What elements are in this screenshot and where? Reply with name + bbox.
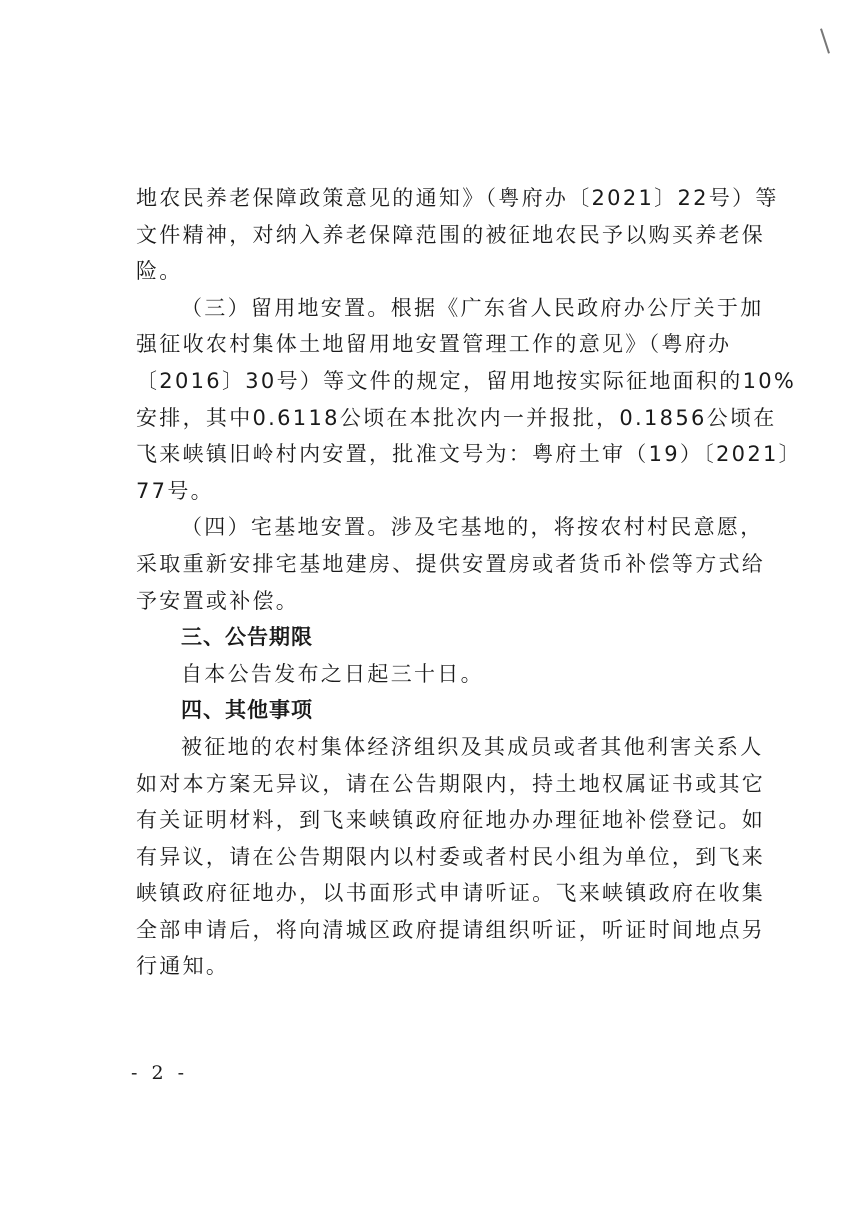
paragraph-other-matters bbox=[136, 729, 766, 985]
text-line: 飞来峡镇旧岭村内安置，批准文号为：粤府土审（19）〔2021〕 bbox=[136, 442, 802, 467]
text-line: 有异议，请在公告期限内以村委或者村民小组为单位，到飞来 bbox=[136, 844, 766, 869]
section-heading-other-matters: 四、其他事项 bbox=[181, 698, 313, 723]
text-line: 有关证明材料，到飞来峡镇政府征地办办理征地补偿登记。如 bbox=[136, 808, 766, 833]
text-line: 被征地的农村集体经济组织及其成员或者其他利害关系人 bbox=[181, 734, 764, 759]
text-line: 峡镇政府征地办，以书面形式申请听证。飞来峡镇政府在收集 bbox=[136, 881, 766, 906]
text-line: 自本公告发布之日起三十日。 bbox=[181, 661, 484, 686]
scan-artifact-mark bbox=[820, 28, 830, 53]
text-line: 采取重新安排宅基地建房、提供安置房或者货币补偿等方式给 bbox=[136, 551, 766, 576]
text-line: 全部申请后，将向清城区政府提请组织听证，听证时间地点另 bbox=[136, 917, 766, 942]
text-line: 如对本方案无异议，请在公告期限内，持土地权属证书或其它 bbox=[136, 771, 766, 796]
text-line: 强征收农村集体土地留用地安置管理工作的意见》（粤府办 bbox=[136, 332, 732, 357]
page-number: - 2 - bbox=[131, 1062, 189, 1084]
paragraph-pension-continuation bbox=[136, 180, 779, 290]
text-line: 予安置或补偿。 bbox=[136, 588, 300, 613]
section-heading-notice-period: 三、公告期限 bbox=[181, 625, 313, 650]
paragraph-reserved-land bbox=[136, 290, 802, 510]
paragraph-homestead bbox=[136, 509, 766, 619]
text-line: 77号。 bbox=[136, 478, 214, 503]
text-line: （四）宅基地安置。涉及宅基地的，将按农村村民意愿， bbox=[181, 515, 764, 540]
text-line: 安排，其中0.6118公顷在本批次内一并报批，0.1856公顷在 bbox=[136, 405, 777, 430]
text-line: 文件精神，对纳入养老保障范围的被征地农民予以购买养老保 bbox=[136, 222, 766, 247]
text-line: 行通知。 bbox=[136, 954, 230, 979]
document-page-body bbox=[136, 180, 802, 985]
text-line: 险。 bbox=[136, 259, 183, 284]
text-line: （三）留用地安置。根据《广东省人民政府办公厅关于加 bbox=[181, 295, 764, 320]
text-line: 〔2016〕30号）等文件的规定，留用地按实际征地面积的10% bbox=[136, 368, 797, 393]
text-line: 地农民养老保障政策意见的通知》（粤府办〔2021〕22号）等 bbox=[136, 186, 779, 210]
